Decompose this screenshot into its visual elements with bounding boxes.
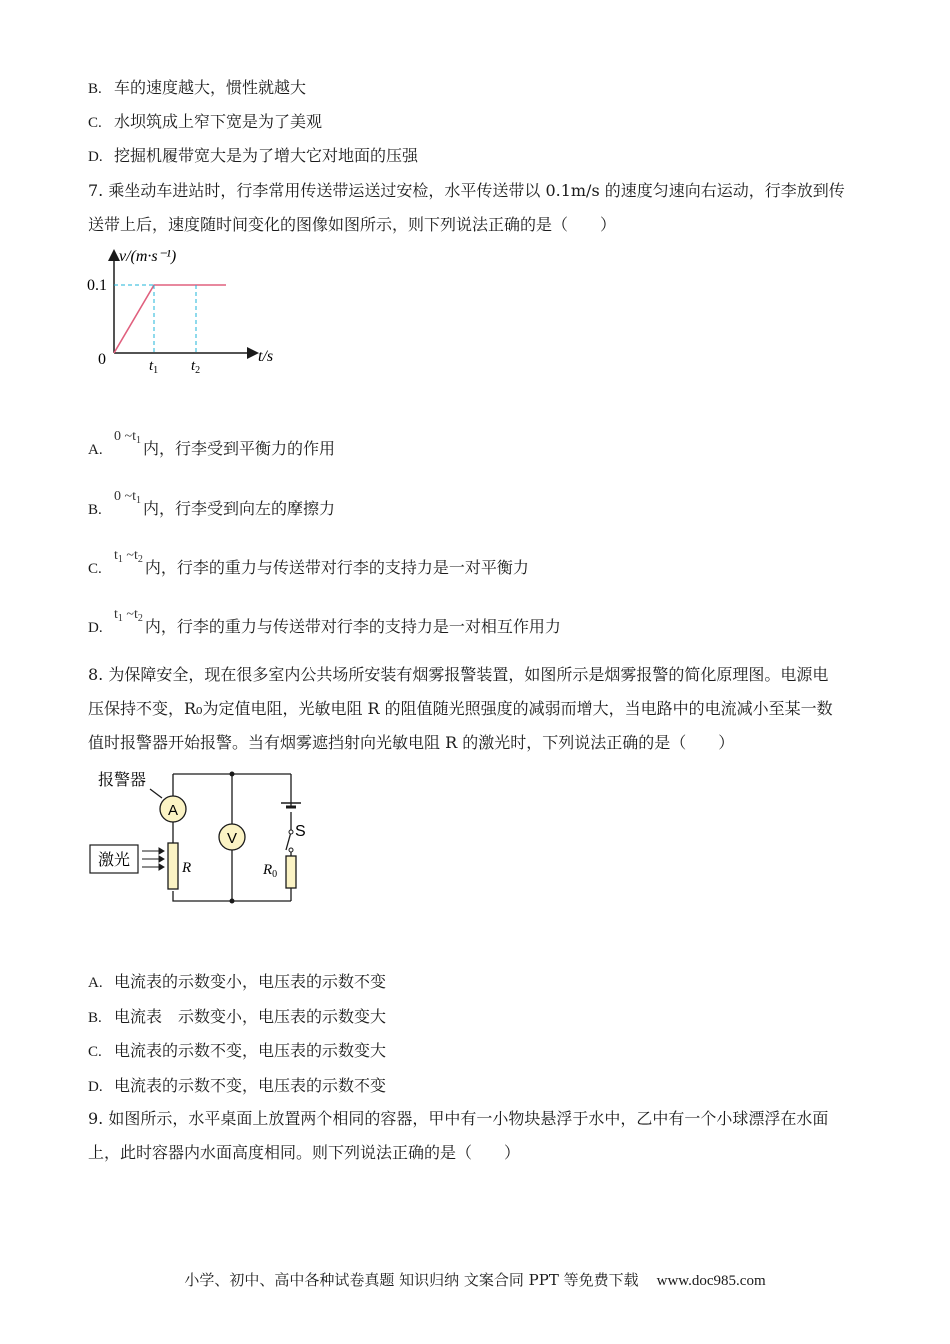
velocity-line [114,285,226,353]
laser-arrows [142,848,164,870]
alarm-label: 报警器 [98,770,147,789]
q9-stem: 9. 如图所示，水平桌面上放置两个相同的容器，甲中有一小物块悬浮于水中，乙中有一个小球漂浮在水面 上，此时容器内水面高度相同。则下列说法正确的是（ ） [88,1109,829,1162]
x-tick-label-t2: $t_2$ [191,358,201,376]
smoke-alarm-circuit [88,766,328,906]
fixed-resistor [286,856,296,888]
ammeter-label: A [167,802,179,819]
y-tick-label: 0.1 [87,277,107,294]
q6-option-b: B. 车的速度越大，惯性就越大 [88,78,307,97]
q7-option-b: B.0 $\sim t_1$ 内，行李受到向左的摩擦力 [88,489,335,518]
fixed-resistor-label: $R_0$ [263,862,278,880]
footer-url[interactable]: www.doc985.com [656,1273,766,1289]
q8-option-a: A. 电流表的示数变小，电压表的示数不变 [88,972,387,991]
velocity-time-graph [88,244,288,384]
q8-option-b: B. 电流表 示数变小，电压表的示数变大 [88,1007,387,1026]
switch-label: S [295,823,306,840]
q7-option-c: $C.t_1$ $\sim t_2$ 内，行李的重力与传送带对行李的支持力是一对平衡力 [88,548,529,577]
voltmeter-label: V [226,830,238,847]
q8-option-c: C. 电流表的示数不变，电压表的示数变大 [88,1041,387,1060]
x-axis-label: t/s [258,348,274,365]
q6-option-d: D. 挖掘机履带宽大是为了增大它对地面的压强 [88,146,419,165]
q8-option-d: D. 电流表的示数不变，电压表的示数不变 [88,1076,387,1095]
switch-symbol [289,830,293,834]
origin-label: 0 [98,351,106,368]
photoresistor-label: R [182,860,192,876]
q7-option-a: A.0 $\sim t_1$ 内，行李受到平衡力的作用 [88,429,335,458]
q7-option-d: $D.t_1$ $\sim t_2$ 内，行李的重力与传送带对行李的支持力是一对相互作用力 [88,607,561,636]
photoresistor [168,843,178,889]
x-tick-label-t1: $t_1$ [149,358,159,376]
y-axis-label: v/(m·s⁻¹) [119,248,177,265]
laser-label: 激光 [97,850,131,869]
q8-stem: 8. 为保障安全，现在很多室内公共场所安装有烟雾报警装置，如图所示是烟雾报警的简化原理图。电源电 压保持不变，R₀为定值电阻，光敏电阻 R 的阻值随光照强度的减弱而增大，当电路中的电流减小至某一数 值时报警器开始报警。当有烟雾遮挡射向光敏电阻 R 的激光时，下列说法正确的是（ ） [88,665,833,752]
q7-stem: 7. 乘坐动车进站时，行李常用传送带运送过安检，水平传送带以 0.1m/s 的速度匀速向右运动，行李放到传 送带上后，速度随时间变化的图像如图所示，则下列说法正确的是（ ） [88,181,845,234]
q6-option-c: C. 水坝筑成上窄下宽是为了美观 [88,112,323,131]
page-footer: 小学、初中、高中各种试卷真题 知识归纳 文案合同 PPT 等免费下载 www.doc985.com [184,1271,766,1289]
